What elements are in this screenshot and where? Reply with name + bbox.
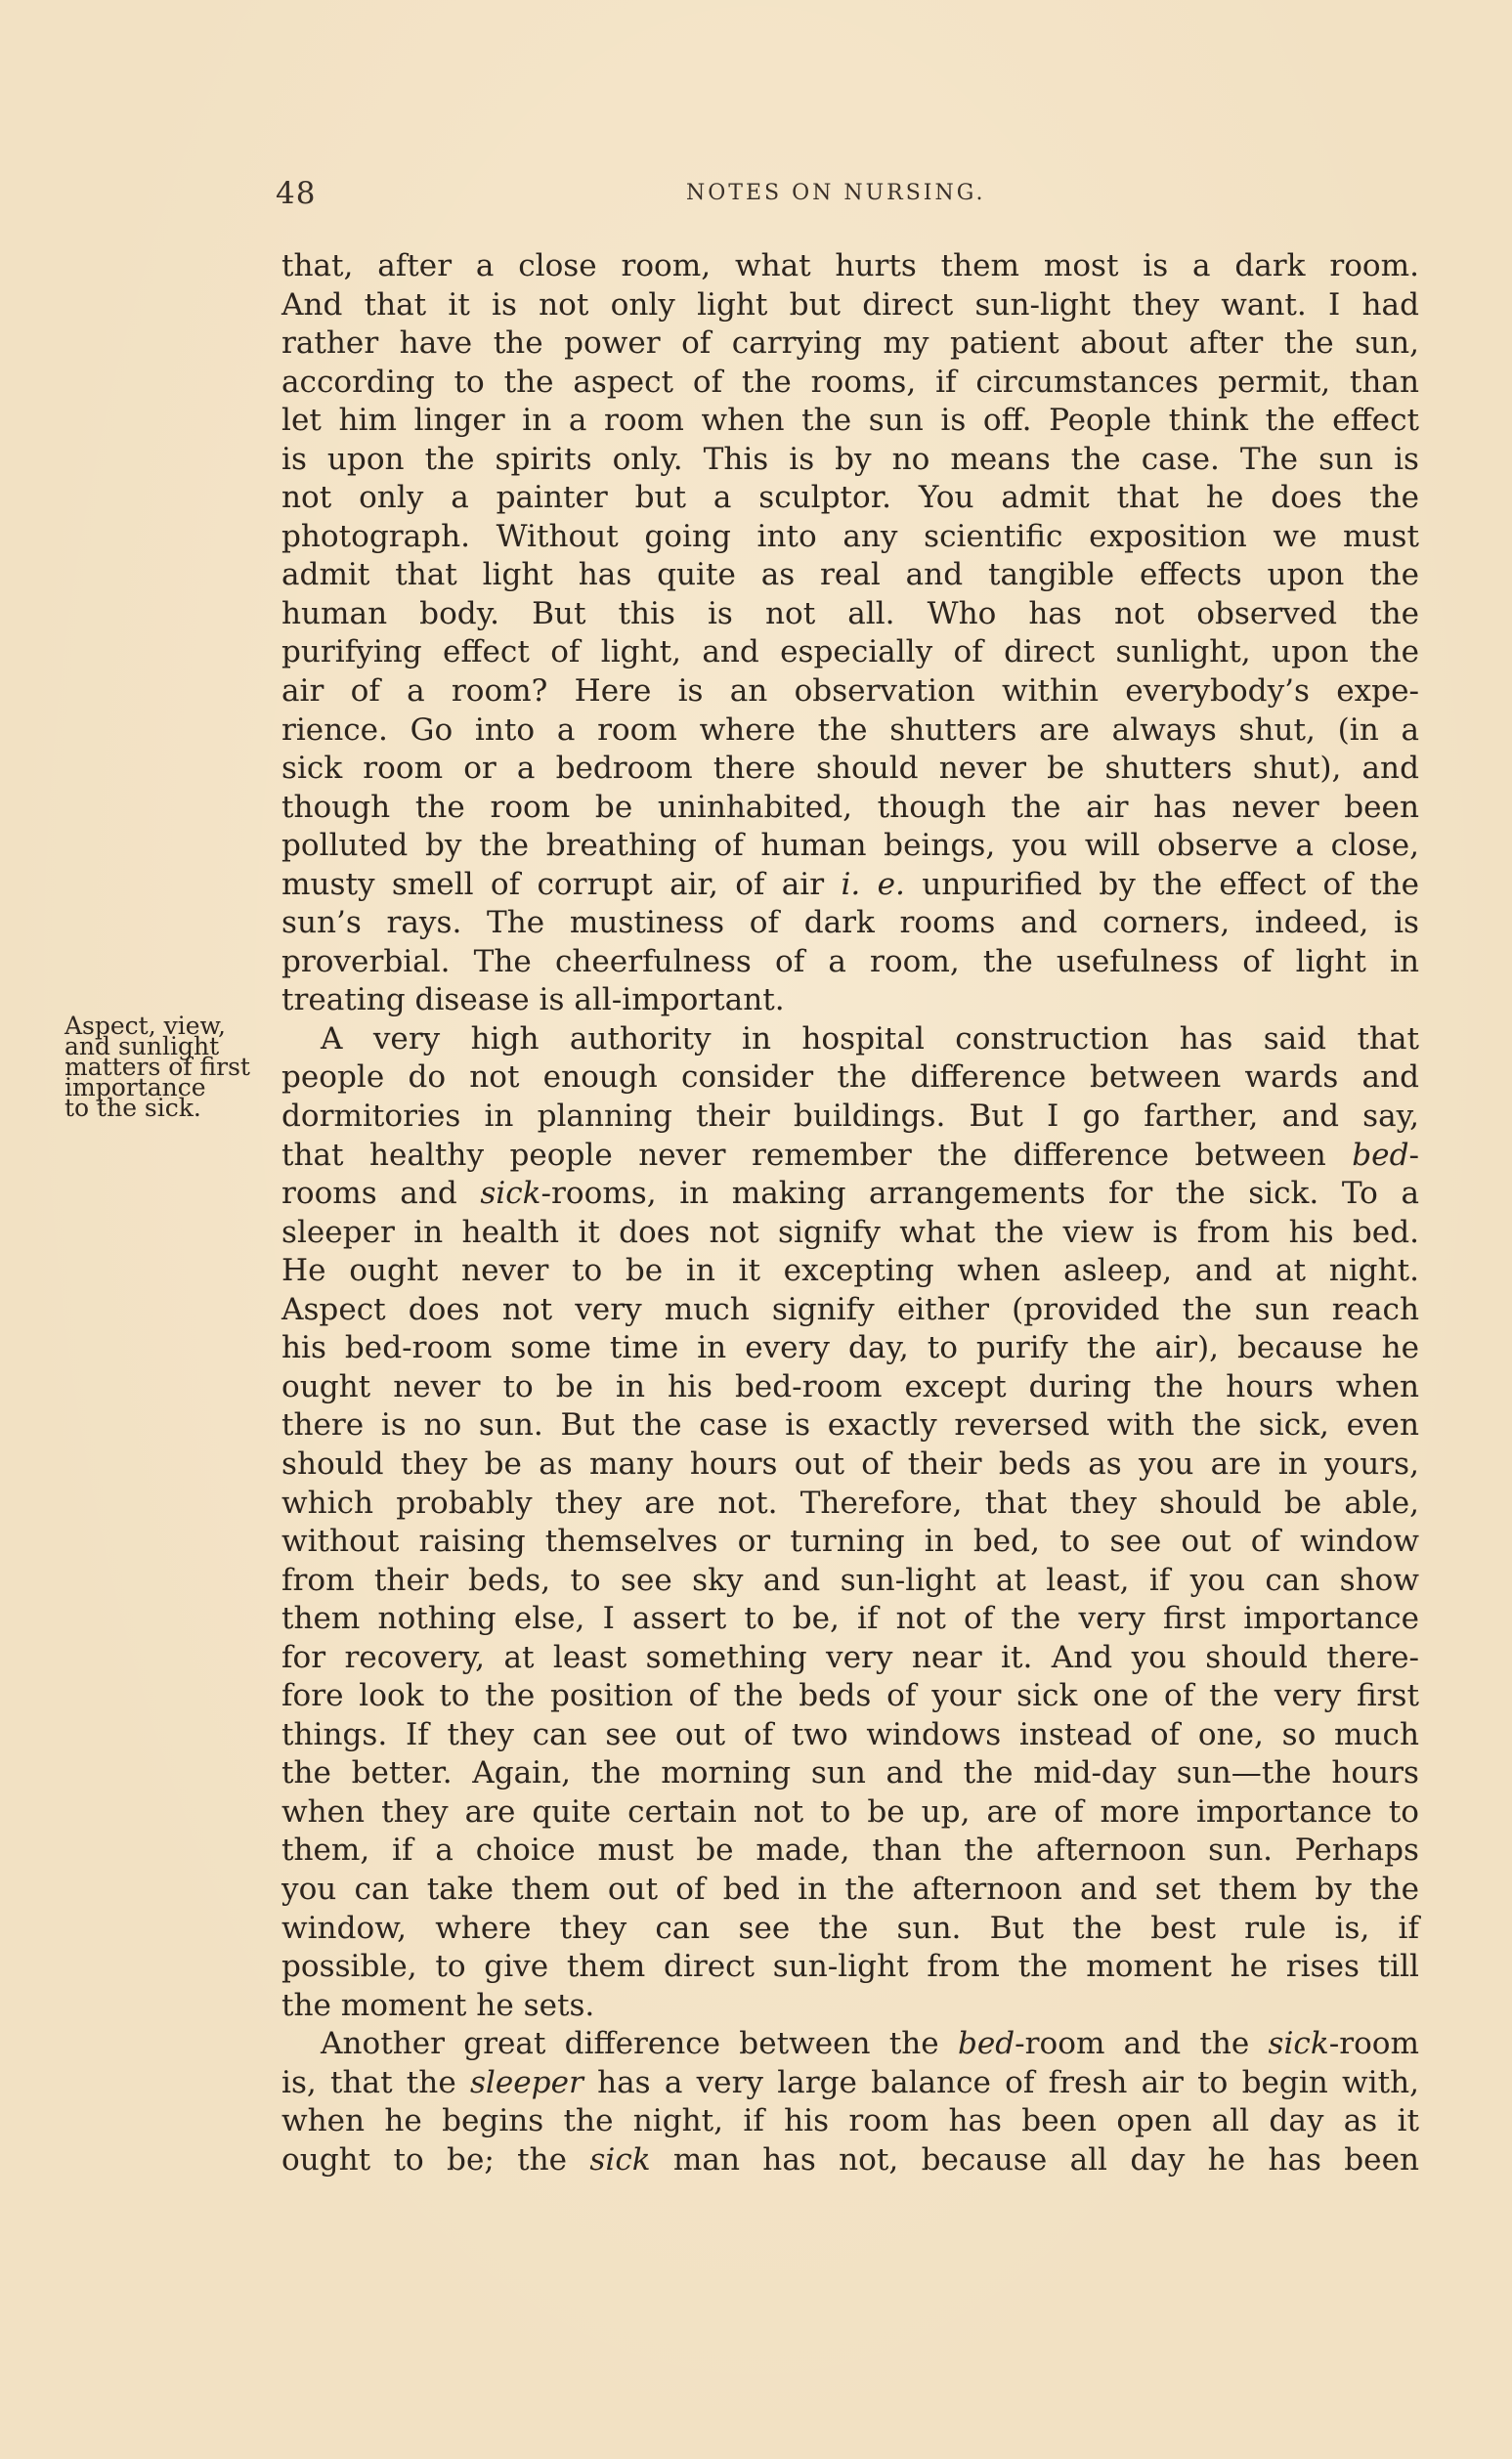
italic-text: bed <box>1352 1137 1409 1173</box>
italic-text: bed <box>957 2026 1015 2062</box>
text-run: for recovery, at least something very near it. And you should there- <box>281 1639 1419 1675</box>
text-line <box>281 441 1419 480</box>
text-line <box>281 556 1419 595</box>
text-line <box>281 1871 1419 1910</box>
text-line <box>281 1754 1419 1793</box>
text-run: -room <box>1328 2026 1419 2062</box>
margin-note <box>65 1012 287 1122</box>
text-line <box>281 1291 1419 1330</box>
text-run: musty smell of corrupt air, of air <box>281 866 842 902</box>
text-run: sick room or a bedroom there should never be shutters shut), and <box>281 751 1419 787</box>
italic-text: sleeper <box>469 2064 583 2100</box>
text-run: let him linger in a room when the sun is off. People think the effect <box>281 403 1419 439</box>
text-line <box>281 1485 1419 1524</box>
text-line <box>281 943 1419 982</box>
text-run: which probably they are not. Therefore, that they should be able, <box>281 1485 1419 1521</box>
text-run: human body. But this is not all. Who has not observed the <box>281 595 1419 631</box>
text-line <box>281 712 1419 751</box>
text-run: A very high authority in hospital construction has said that <box>321 1020 1419 1057</box>
italic-text: sick <box>589 2141 651 2178</box>
text-line <box>281 750 1419 789</box>
text-run: without raising themselves or turning in bed, to see out of window <box>281 1524 1419 1560</box>
text-run: polluted by the breathing of human beings, you will observe a close, <box>281 828 1419 864</box>
text-run: rather have the power of carrying my patient about after the sun, <box>281 325 1419 362</box>
text-line <box>281 1716 1419 1755</box>
text-run: proverbial. The cheerfulness of a room, the usefulness of light in <box>281 943 1419 979</box>
text-run: dormitories in planning their buildings. But I go farther, and say, <box>281 1099 1419 1135</box>
text-run: not only a painter but a sculptor. You admit that he does the <box>281 480 1419 516</box>
text-line <box>281 1406 1419 1445</box>
text-run: that healthy people never remember the difference between <box>281 1137 1353 1173</box>
text-line <box>281 866 1419 905</box>
text-run: ought to be; the <box>281 2141 590 2178</box>
text-line <box>281 402 1419 441</box>
text-line <box>281 633 1419 672</box>
text-line <box>281 1562 1419 1601</box>
text-line <box>281 1252 1419 1291</box>
text-run: photograph. Without going into any scientific exposition we must <box>281 518 1419 554</box>
text-line <box>281 672 1419 712</box>
text-run: And that it is not only light but direct sun-light they want. I had <box>281 286 1419 323</box>
text-run: purifying effect of light, and especially of direct sunlight, upon the <box>281 634 1419 670</box>
text-run: when he begins the night, if his room has been open all day as it <box>281 2103 1419 2139</box>
text-run: has a very large balance of fresh air to begin with, <box>583 2064 1419 2100</box>
text-run: man has not, because all day he has been <box>650 2141 1420 2178</box>
text-run: them, if a choice must be made, than the afternoon sun. Perhaps <box>281 1833 1419 1869</box>
margin-note-line: importance <box>65 1073 206 1101</box>
text-line <box>281 1677 1419 1716</box>
text-line <box>281 1445 1419 1485</box>
text-line <box>281 1948 1419 1987</box>
text-run: the better. Again, the morning sun and the mid-day sun—the hours <box>281 1755 1419 1791</box>
text-line <box>281 1058 1419 1098</box>
text-run: -rooms, in making arrangements for the sick. To a <box>540 1176 1419 1212</box>
text-line <box>281 479 1419 518</box>
text-run: people do not enough consider the difference between wards and <box>281 1059 1419 1096</box>
text-line <box>281 324 1419 364</box>
text-run: -room and the <box>1015 2026 1269 2062</box>
text-line <box>281 1137 1419 1176</box>
text-run: unpurified by the effect of the <box>904 866 1419 902</box>
text-line <box>281 518 1419 557</box>
text-run: should they be as many hours out of their beds as you are in yours, <box>281 1445 1419 1482</box>
text-line <box>281 2064 1419 2103</box>
text-line <box>281 2025 1419 2064</box>
margin-note-line: to the sick. <box>65 1094 201 1122</box>
text-run: ought never to be in his bed-room except during the hours when <box>281 1368 1419 1404</box>
body-text <box>281 247 1419 2179</box>
text-run: you can take them out of bed in the afternoon and set them by the <box>281 1871 1419 1907</box>
page-number: 48 <box>276 176 317 211</box>
text-line <box>281 1175 1419 1214</box>
text-line <box>281 1910 1419 1949</box>
text-line <box>281 286 1419 325</box>
text-line <box>281 1020 1419 1059</box>
text-line <box>281 1329 1419 1368</box>
text-line <box>281 1987 1419 2026</box>
text-run: Aspect does not very much signify either (provided the sun reach <box>281 1291 1419 1327</box>
text-line <box>281 904 1419 943</box>
text-line <box>281 1793 1419 1833</box>
text-line <box>281 1368 1419 1407</box>
text-run: when they are quite certain not to be up, are of more importance to <box>281 1793 1419 1830</box>
text-run: there is no sun. But the case is exactly reversed with the sick, even <box>281 1407 1419 1444</box>
italic-text: sick <box>480 1176 541 1212</box>
text-run: He ought never to be in it excepting when asleep, and at night. <box>281 1253 1419 1289</box>
text-line <box>281 595 1419 634</box>
text-run: treating disease is all-important. <box>281 982 785 1018</box>
text-run: is upon the spirits only. This is by no means the case. The sun is <box>281 441 1419 477</box>
italic-text: sick <box>1268 2026 1329 2062</box>
text-line <box>281 1523 1419 1562</box>
text-run: - <box>1408 1137 1419 1173</box>
text-run: though the room be uninhabited, though the air has never been <box>281 789 1419 825</box>
text-line <box>281 2141 1419 2180</box>
margin-note-line: and sunlight <box>65 1032 220 1060</box>
text-run: possible, to give them direct sun-light from the moment he rises till <box>281 1949 1419 1985</box>
margin-note-line: matters of first <box>65 1053 250 1081</box>
text-run: things. If they can see out of two windows instead of one, so much <box>281 1716 1419 1752</box>
text-run: Another great difference between the <box>321 2026 958 2062</box>
text-run: according to the aspect of the rooms, if circumstances permit, than <box>281 364 1419 400</box>
text-run: his bed-room some time in every day, to purify the air), because he <box>281 1330 1419 1366</box>
text-run: fore look to the position of the beds of your sick one of the very first <box>281 1678 1419 1714</box>
text-run: rooms and <box>281 1176 481 1212</box>
text-line <box>281 981 1419 1020</box>
text-line <box>281 1214 1419 1253</box>
text-line <box>281 789 1419 828</box>
text-run: window, where they can see the sun. But the best rule is, if <box>281 1910 1419 1946</box>
text-line <box>281 1098 1419 1137</box>
text-run: the moment he sets. <box>281 1987 595 2023</box>
text-run: sleeper in health it does not signify what the view is from his bed. <box>281 1214 1419 1250</box>
running-title: NOTES ON NURSING. <box>686 181 986 205</box>
text-line <box>281 364 1419 403</box>
text-line <box>281 1639 1419 1678</box>
margin-note-line: Aspect, view, <box>65 1012 226 1040</box>
text-run: sun’s rays. The mustiness of dark rooms and corners, indeed, is <box>281 905 1419 941</box>
text-line <box>281 247 1419 286</box>
running-head <box>276 176 1028 215</box>
text-run: is, that the <box>281 2064 470 2100</box>
text-run: admit that light has quite as real and tangible effects upon the <box>281 557 1419 593</box>
text-run: air of a room? Here is an observation within everybody’s expe- <box>281 673 1419 710</box>
text-run: from their beds, to see sky and sun-light at least, if you can show <box>281 1562 1419 1598</box>
text-line <box>281 1832 1419 1871</box>
text-run: that, after a close room, what hurts them most is a dark room. <box>281 248 1419 283</box>
text-line <box>281 1600 1419 1639</box>
text-line <box>281 2102 1419 2141</box>
italic-text: i. e. <box>841 866 905 902</box>
text-run: them nothing else, I assert to be, if not of the very first importance <box>281 1601 1419 1637</box>
text-line <box>281 827 1419 866</box>
text-run: rience. Go into a room where the shutters are always shut, (in a <box>281 712 1419 748</box>
